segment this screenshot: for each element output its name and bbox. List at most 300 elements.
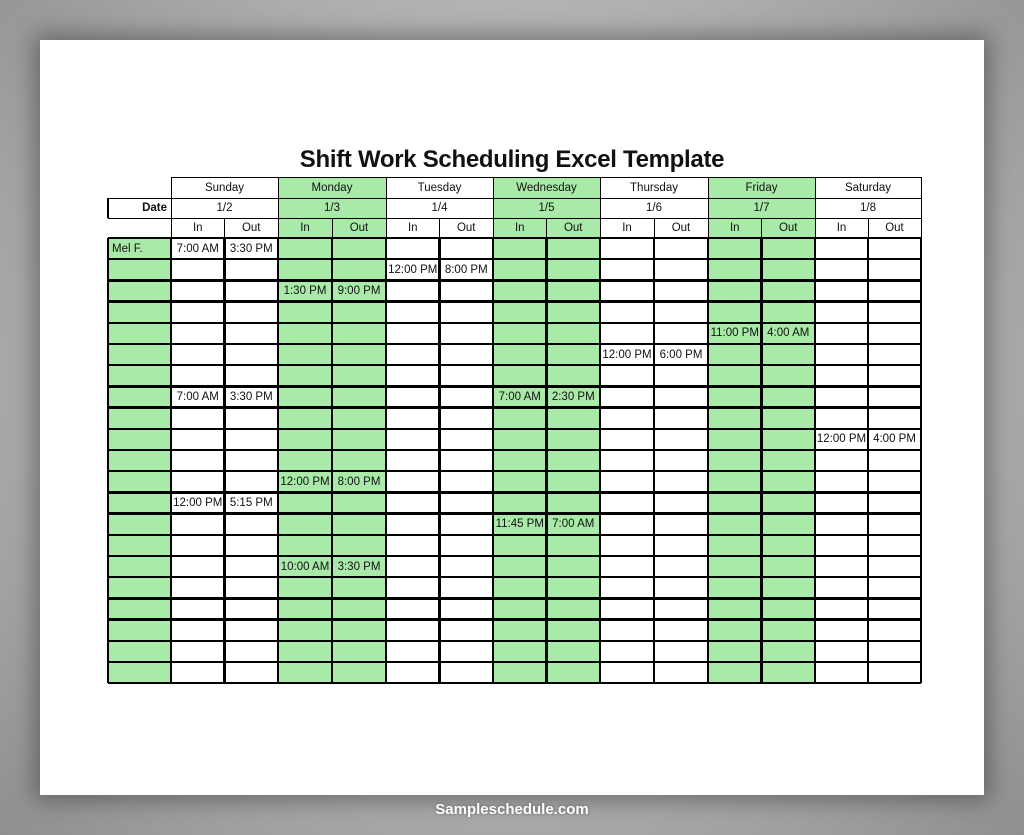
shift-out-cell	[762, 662, 816, 683]
shift-out-cell	[225, 514, 279, 535]
grid-line	[108, 576, 921, 579]
shift-out-cell	[225, 280, 279, 301]
shift-out-cell	[654, 662, 708, 683]
grid-line	[867, 238, 870, 683]
shift-in-cell	[386, 577, 440, 598]
shift-in-cell	[386, 598, 440, 619]
shift-out-cell	[762, 598, 816, 619]
employee-name	[108, 323, 171, 344]
shift-in-cell	[815, 492, 868, 513]
shift-out-cell	[762, 408, 816, 429]
shift-out-cell	[762, 386, 816, 407]
grid-line	[814, 238, 817, 683]
grid-line	[108, 300, 921, 303]
shift-out-cell	[225, 302, 279, 323]
grid-line	[108, 385, 921, 388]
shift-out-cell	[440, 238, 494, 259]
shift-out-cell	[440, 556, 494, 577]
shift-in-cell	[493, 556, 547, 577]
shift-in-cell	[708, 386, 762, 407]
shift-in-cell	[815, 408, 868, 429]
employee-name: Mel F.	[108, 238, 171, 259]
day-header: Tuesday	[386, 177, 493, 198]
shift-out-cell	[762, 259, 816, 280]
shift-in-cell	[600, 323, 654, 344]
shift-out-cell	[547, 365, 601, 386]
shift-out-cell	[654, 280, 708, 301]
shift-out-cell	[654, 620, 708, 641]
shift-out-cell: 5:15 PM	[225, 492, 279, 513]
shift-in-cell	[278, 386, 332, 407]
grid-line	[920, 238, 923, 683]
shift-in-cell	[708, 471, 762, 492]
grid-line	[108, 491, 921, 494]
shift-in-cell	[386, 450, 440, 471]
shift-in-cell: 12:00 PM	[815, 429, 868, 450]
shift-in-cell: 12:00 PM	[171, 492, 225, 513]
shift-in-cell	[386, 280, 440, 301]
grid-line	[654, 218, 655, 238]
shift-out-cell	[440, 492, 494, 513]
date-cell: 1/4	[386, 198, 493, 218]
shift-out-cell	[440, 450, 494, 471]
day-header: Monday	[278, 177, 386, 198]
shift-in-cell	[278, 641, 332, 662]
grid-line	[108, 428, 921, 431]
shift-in-cell	[278, 492, 332, 513]
grid-line	[278, 177, 279, 238]
out-header: Out	[547, 218, 601, 238]
shift-out-cell	[440, 429, 494, 450]
shift-out-cell	[332, 323, 386, 344]
shift-out-cell	[868, 514, 921, 535]
shift-in-cell	[815, 280, 868, 301]
shift-in-cell	[708, 577, 762, 598]
grid-line	[170, 238, 173, 683]
shift-out-cell	[332, 429, 386, 450]
grid-line	[108, 555, 921, 558]
shift-out-cell	[868, 238, 921, 259]
shift-in-cell	[493, 492, 547, 513]
shift-in-cell	[815, 386, 868, 407]
shift-out-cell	[440, 408, 494, 429]
shift-out-cell	[440, 598, 494, 619]
shift-in-cell	[278, 598, 332, 619]
grid-line	[108, 661, 921, 664]
employee-name	[108, 280, 171, 301]
in-header: In	[386, 218, 440, 238]
grid-line	[171, 177, 172, 238]
shift-out-cell: 3:30 PM	[225, 238, 279, 259]
in-header: In	[600, 218, 654, 238]
shift-out-cell	[440, 365, 494, 386]
shift-out-cell	[654, 386, 708, 407]
shift-in-cell	[171, 302, 225, 323]
shift-out-cell	[762, 450, 816, 471]
page-title: Shift Work Scheduling Excel Template	[299, 146, 725, 173]
employee-name	[108, 620, 171, 641]
shift-in-cell	[600, 280, 654, 301]
shift-out-cell	[332, 238, 386, 259]
shift-in-cell: 1:30 PM	[278, 280, 332, 301]
shift-in-cell: 11:00 PM	[708, 323, 762, 344]
shift-in-cell	[600, 556, 654, 577]
shift-out-cell	[868, 577, 921, 598]
shift-out-cell	[332, 492, 386, 513]
shift-out-cell	[868, 365, 921, 386]
shift-in-cell	[386, 408, 440, 429]
shift-in-cell: 12:00 PM	[386, 259, 440, 280]
shift-in-cell	[600, 238, 654, 259]
shift-out-cell	[440, 620, 494, 641]
shift-in-cell	[708, 535, 762, 556]
shift-in-cell	[708, 556, 762, 577]
shift-out-cell	[332, 259, 386, 280]
date-cell: 1/2	[171, 198, 278, 218]
shift-out-cell	[547, 429, 601, 450]
shift-out-cell	[762, 471, 816, 492]
shift-out-cell	[225, 620, 279, 641]
grid-line	[224, 218, 225, 238]
shift-in-cell	[278, 365, 332, 386]
shift-in-cell: 7:00 AM	[171, 238, 225, 259]
shift-in-cell	[278, 662, 332, 683]
shift-in-cell	[708, 280, 762, 301]
shift-out-cell: 4:00 AM	[762, 323, 816, 344]
shift-in-cell	[708, 514, 762, 535]
shift-in-cell	[493, 620, 547, 641]
shift-in-cell	[815, 662, 868, 683]
shift-in-cell	[278, 344, 332, 365]
shift-in-cell	[708, 259, 762, 280]
shift-in-cell	[171, 471, 225, 492]
shift-out-cell	[547, 450, 601, 471]
grid-line	[108, 406, 921, 409]
grid-line	[707, 238, 710, 683]
employee-name	[108, 471, 171, 492]
shift-in-cell	[600, 302, 654, 323]
shift-out-cell	[440, 302, 494, 323]
shift-in-cell	[708, 620, 762, 641]
shift-out-cell: 7:00 AM	[547, 514, 601, 535]
shift-in-cell	[386, 641, 440, 662]
shift-in-cell	[815, 302, 868, 323]
shift-in-cell	[600, 492, 654, 513]
shift-in-cell	[493, 598, 547, 619]
grid-line	[108, 470, 921, 473]
employee-name	[108, 386, 171, 407]
shift-in-cell: 11:45 PM	[493, 514, 547, 535]
shift-out-cell	[654, 641, 708, 662]
shift-out-cell	[440, 471, 494, 492]
shift-out-cell	[440, 280, 494, 301]
shift-in-cell	[278, 620, 332, 641]
in-header: In	[493, 218, 547, 238]
shift-in-cell	[708, 598, 762, 619]
shift-in-cell	[708, 408, 762, 429]
shift-out-cell	[332, 620, 386, 641]
grid-line	[108, 198, 921, 199]
shift-out-cell	[225, 450, 279, 471]
shift-out-cell	[225, 662, 279, 683]
employee-name	[108, 535, 171, 556]
grid-line	[545, 238, 548, 683]
shift-in-cell	[171, 577, 225, 598]
shift-out-cell	[332, 535, 386, 556]
out-header: Out	[332, 218, 386, 238]
grid-line	[108, 322, 921, 325]
shift-in-cell	[171, 556, 225, 577]
grid-line	[171, 177, 921, 178]
shift-in-cell	[171, 641, 225, 662]
grid-line	[760, 238, 763, 683]
shift-out-cell	[440, 577, 494, 598]
shift-out-cell	[868, 535, 921, 556]
grid-line	[438, 238, 441, 683]
shift-out-cell	[547, 280, 601, 301]
grid-line	[868, 218, 869, 238]
shift-out-cell	[440, 323, 494, 344]
grid-line	[600, 177, 601, 238]
shift-in-cell	[493, 535, 547, 556]
shift-out-cell	[654, 365, 708, 386]
employee-name	[108, 429, 171, 450]
shift-in-cell	[386, 471, 440, 492]
grid-line	[653, 238, 656, 683]
shift-out-cell	[332, 598, 386, 619]
grid-line	[108, 258, 921, 261]
shift-out-cell	[654, 556, 708, 577]
shift-out-cell	[440, 662, 494, 683]
shift-out-cell	[868, 662, 921, 683]
shift-in-cell	[171, 408, 225, 429]
shift-in-cell	[600, 535, 654, 556]
employee-name	[108, 577, 171, 598]
employee-name	[108, 450, 171, 471]
shift-in-cell	[815, 471, 868, 492]
in-header: In	[278, 218, 332, 238]
shift-in-cell	[815, 365, 868, 386]
day-header: Wednesday	[493, 177, 600, 198]
shift-out-cell	[225, 471, 279, 492]
shift-in-cell	[278, 302, 332, 323]
shift-in-cell	[386, 556, 440, 577]
shift-in-cell	[600, 598, 654, 619]
grid-line	[815, 177, 816, 238]
shift-out-cell	[440, 386, 494, 407]
shift-in-cell	[493, 302, 547, 323]
employee-name	[108, 408, 171, 429]
shift-out-cell	[868, 302, 921, 323]
employee-name	[108, 662, 171, 683]
shift-out-cell	[225, 408, 279, 429]
grid-line	[108, 640, 921, 643]
shift-in-cell	[493, 365, 547, 386]
shift-out-cell	[762, 344, 816, 365]
shift-in-cell	[708, 429, 762, 450]
shift-in-cell	[493, 429, 547, 450]
shift-out-cell	[547, 471, 601, 492]
shift-out-cell	[547, 492, 601, 513]
shift-out-cell: 3:30 PM	[332, 556, 386, 577]
shift-out-cell	[762, 238, 816, 259]
grid-line	[108, 279, 921, 282]
in-header: In	[708, 218, 762, 238]
shift-in-cell	[278, 323, 332, 344]
shift-in-cell	[815, 556, 868, 577]
shift-out-cell	[547, 556, 601, 577]
shift-out-cell: 3:30 PM	[225, 386, 279, 407]
in-header: In	[815, 218, 868, 238]
shift-in-cell	[493, 280, 547, 301]
shift-in-cell: 10:00 AM	[278, 556, 332, 577]
grid-line	[223, 238, 226, 683]
shift-out-cell	[654, 577, 708, 598]
shift-out-cell	[225, 344, 279, 365]
grid-line	[108, 343, 921, 346]
shift-out-cell	[868, 450, 921, 471]
shift-out-cell	[547, 620, 601, 641]
shift-in-cell	[708, 344, 762, 365]
shift-in-cell	[815, 535, 868, 556]
shift-out-cell	[440, 514, 494, 535]
shift-out-cell: 8:00 PM	[440, 259, 494, 280]
shift-in-cell	[708, 365, 762, 386]
shift-out-cell	[762, 556, 816, 577]
shift-in-cell	[386, 662, 440, 683]
shift-out-cell	[762, 302, 816, 323]
shift-out-cell	[547, 598, 601, 619]
shift-out-cell	[654, 535, 708, 556]
shift-out-cell	[762, 280, 816, 301]
shift-out-cell	[762, 641, 816, 662]
day-header: Sunday	[171, 177, 278, 198]
shift-out-cell	[547, 259, 601, 280]
date-label: Date	[108, 198, 171, 218]
shift-out-cell	[547, 662, 601, 683]
shift-out-cell	[762, 492, 816, 513]
employee-name	[108, 598, 171, 619]
date-cell: 1/5	[493, 198, 600, 218]
shift-in-cell	[815, 641, 868, 662]
shift-out-cell: 6:00 PM	[654, 344, 708, 365]
shift-in-cell	[386, 344, 440, 365]
shift-in-cell	[171, 598, 225, 619]
shift-in-cell	[708, 238, 762, 259]
shift-out-cell	[225, 598, 279, 619]
shift-out-cell	[547, 302, 601, 323]
shift-in-cell	[600, 471, 654, 492]
shift-in-cell: 7:00 AM	[493, 386, 547, 407]
shift-in-cell	[600, 429, 654, 450]
shift-out-cell	[868, 259, 921, 280]
shift-out-cell	[332, 662, 386, 683]
out-header: Out	[868, 218, 921, 238]
shift-in-cell	[600, 259, 654, 280]
shift-in-cell	[815, 323, 868, 344]
grid-line	[108, 682, 921, 685]
employee-name	[108, 641, 171, 662]
shift-in-cell	[493, 259, 547, 280]
shift-in-cell	[171, 365, 225, 386]
shift-out-cell	[762, 429, 816, 450]
shift-in-cell	[815, 344, 868, 365]
shift-out-cell	[332, 577, 386, 598]
shift-in-cell	[278, 514, 332, 535]
shift-in-cell	[386, 492, 440, 513]
shift-in-cell	[171, 344, 225, 365]
shift-in-cell	[600, 408, 654, 429]
shift-in-cell	[386, 238, 440, 259]
shift-in-cell	[493, 450, 547, 471]
grid-line	[108, 364, 921, 367]
shift-in-cell	[708, 641, 762, 662]
grid-line	[708, 177, 709, 238]
shift-out-cell	[225, 259, 279, 280]
shift-in-cell	[815, 259, 868, 280]
shift-out-cell	[440, 641, 494, 662]
shift-in-cell	[493, 662, 547, 683]
shift-in-cell	[278, 238, 332, 259]
shift-in-cell	[278, 408, 332, 429]
shift-in-cell	[386, 386, 440, 407]
shift-out-cell	[332, 344, 386, 365]
shift-in-cell	[171, 662, 225, 683]
shift-out-cell	[440, 535, 494, 556]
shift-in-cell	[815, 238, 868, 259]
shift-in-cell	[815, 514, 868, 535]
shift-in-cell	[600, 365, 654, 386]
grid-line	[761, 218, 762, 238]
shift-out-cell	[547, 535, 601, 556]
shift-out-cell	[654, 598, 708, 619]
out-header: Out	[440, 218, 494, 238]
shift-out-cell	[225, 556, 279, 577]
shift-in-cell	[171, 280, 225, 301]
shift-out-cell	[868, 408, 921, 429]
shift-out-cell	[868, 386, 921, 407]
in-header: In	[171, 218, 225, 238]
shift-out-cell	[332, 386, 386, 407]
shift-in-cell	[708, 450, 762, 471]
grid-line	[107, 198, 109, 218]
employee-name	[108, 365, 171, 386]
shift-in-cell	[815, 620, 868, 641]
shift-in-cell	[708, 302, 762, 323]
shift-in-cell	[278, 259, 332, 280]
shift-in-cell	[600, 641, 654, 662]
grid-line	[439, 218, 440, 238]
shift-out-cell	[762, 620, 816, 641]
shift-out-cell	[332, 365, 386, 386]
grid-line	[108, 218, 921, 219]
shift-in-cell: 12:00 PM	[600, 344, 654, 365]
shift-in-cell	[171, 620, 225, 641]
shift-out-cell: 4:00 PM	[868, 429, 921, 450]
shift-out-cell	[225, 323, 279, 344]
shift-out-cell	[332, 302, 386, 323]
shift-out-cell	[868, 598, 921, 619]
shift-out-cell	[332, 514, 386, 535]
shift-out-cell	[654, 471, 708, 492]
employee-name	[108, 302, 171, 323]
day-header: Friday	[708, 177, 815, 198]
shift-in-cell	[386, 620, 440, 641]
shift-in-cell	[815, 598, 868, 619]
shift-in-cell	[278, 577, 332, 598]
shift-out-cell	[225, 429, 279, 450]
shift-out-cell	[654, 323, 708, 344]
